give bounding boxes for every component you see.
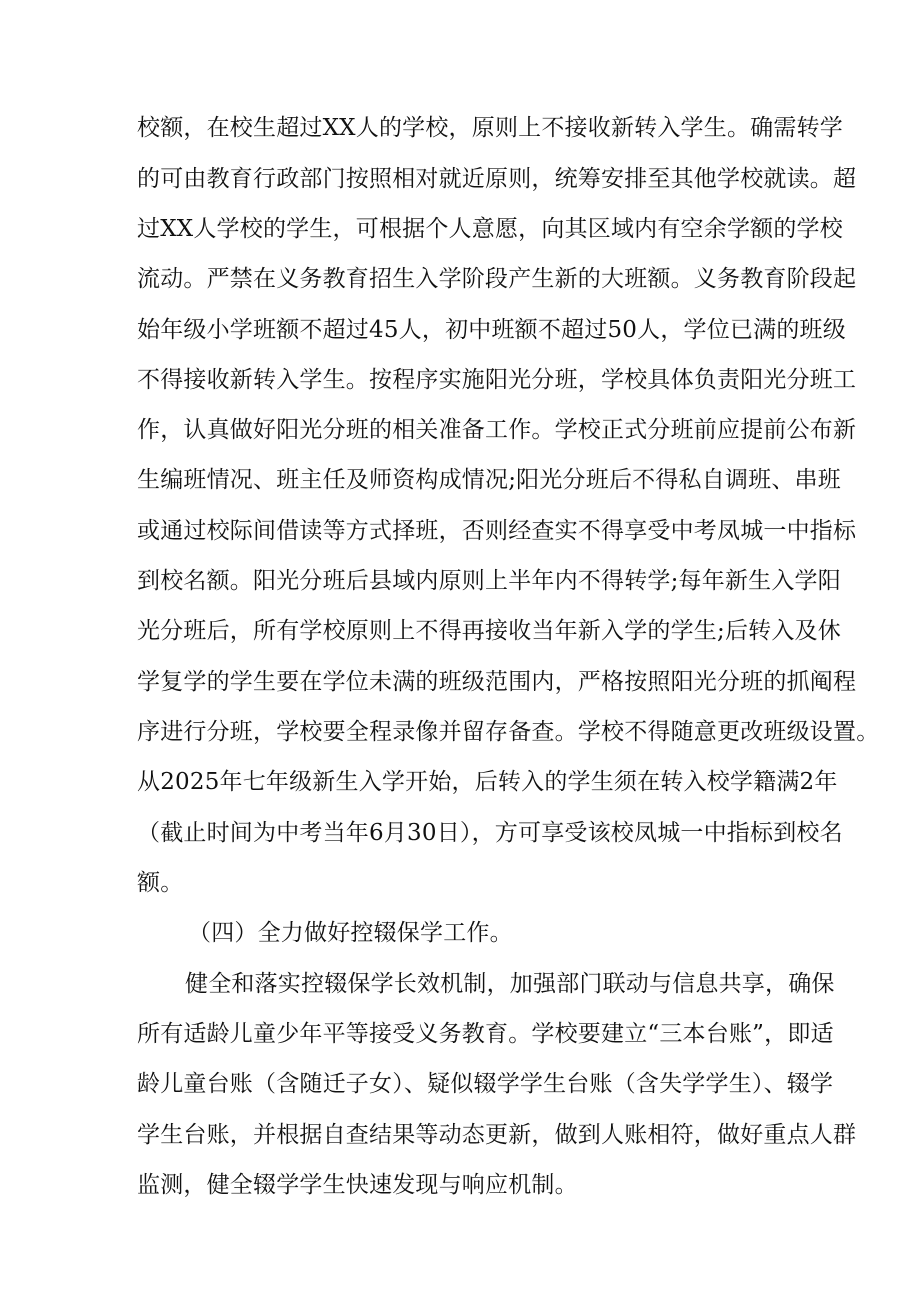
body-text-line: 到校名额。阳光分班后县域内原则上半年内不得转学;每年新生入学阳	[137, 568, 841, 594]
body-text-line: （截止时间为中考当年6月30日），方可享受该校凤城一中指标到校名	[137, 820, 843, 846]
body-text-line: 学生台账，并根据自查结果等动态更新，做到人账相符，做好重点人群	[137, 1122, 857, 1148]
body-text-line: 不得接收新转入学生。按程序实施阳光分班，学校具体负责阳光分班工	[137, 367, 857, 393]
body-text-line: 健全和落实控辍保学长效机制，加强部门联动与信息共享，确保	[185, 971, 835, 997]
body-text-line: 学复学的学生要在学位未满的班级范围内，严格按照阳光分班的抓阄程	[137, 669, 857, 695]
body-text-line: 从2025年七年级新生入学开始，后转入的学生须在转入校学籍满2年	[137, 769, 838, 795]
body-text-line: 生编班情况、班主任及师资构成情况;阳光分班后不得私自调班、串班	[137, 467, 841, 493]
body-text-line: 流动。严禁在义务教育招生入学阶段产生新的大班额。义务教育阶段起	[137, 266, 857, 292]
body-text-line: 所有适龄儿童少年平等接受义务教育。学校要建立“三本台账”，即适	[137, 1021, 834, 1047]
body-text-line: 额。	[137, 870, 184, 896]
body-text-line: 龄儿童台账（含随迁子女）、疑似辍学学生台账（含失学学生）、辍学	[137, 1071, 834, 1097]
body-text-line: 的可由教育行政部门按照相对就近原则，统筹安排至其他学校就读。超	[137, 166, 857, 192]
body-text-line: 光分班后，所有学校原则上不得再接收当年新入学的学生;后转入及休	[137, 618, 841, 644]
body-text-line: 序进行分班，学校要全程录像并留存备查。学校不得随意更改班级设置。	[137, 719, 880, 745]
body-text-line: 作，认真做好阳光分班的相关准备工作。学校正式分班前应提前公布新	[137, 417, 857, 443]
body-text-line: 过XX人学校的学生，可根据个人意愿，向其区域内有空余学额的学校	[137, 216, 843, 242]
body-text-line: 监测，健全辍学学生快速发现与响应机制。	[137, 1172, 578, 1198]
section-heading: （四）全力做好控辍保学工作。	[188, 920, 513, 946]
body-text-line: 校额，在校生超过XX人的学校，原则上不接收新转入学生。确需转学	[137, 115, 843, 141]
body-text-line: 或通过校际间借读等方式择班，否则经查实不得享受中考凤城一中指标	[137, 518, 857, 544]
body-text-line: 始年级小学班额不超过45人，初中班额不超过50人，学位已满的班级	[137, 317, 846, 343]
